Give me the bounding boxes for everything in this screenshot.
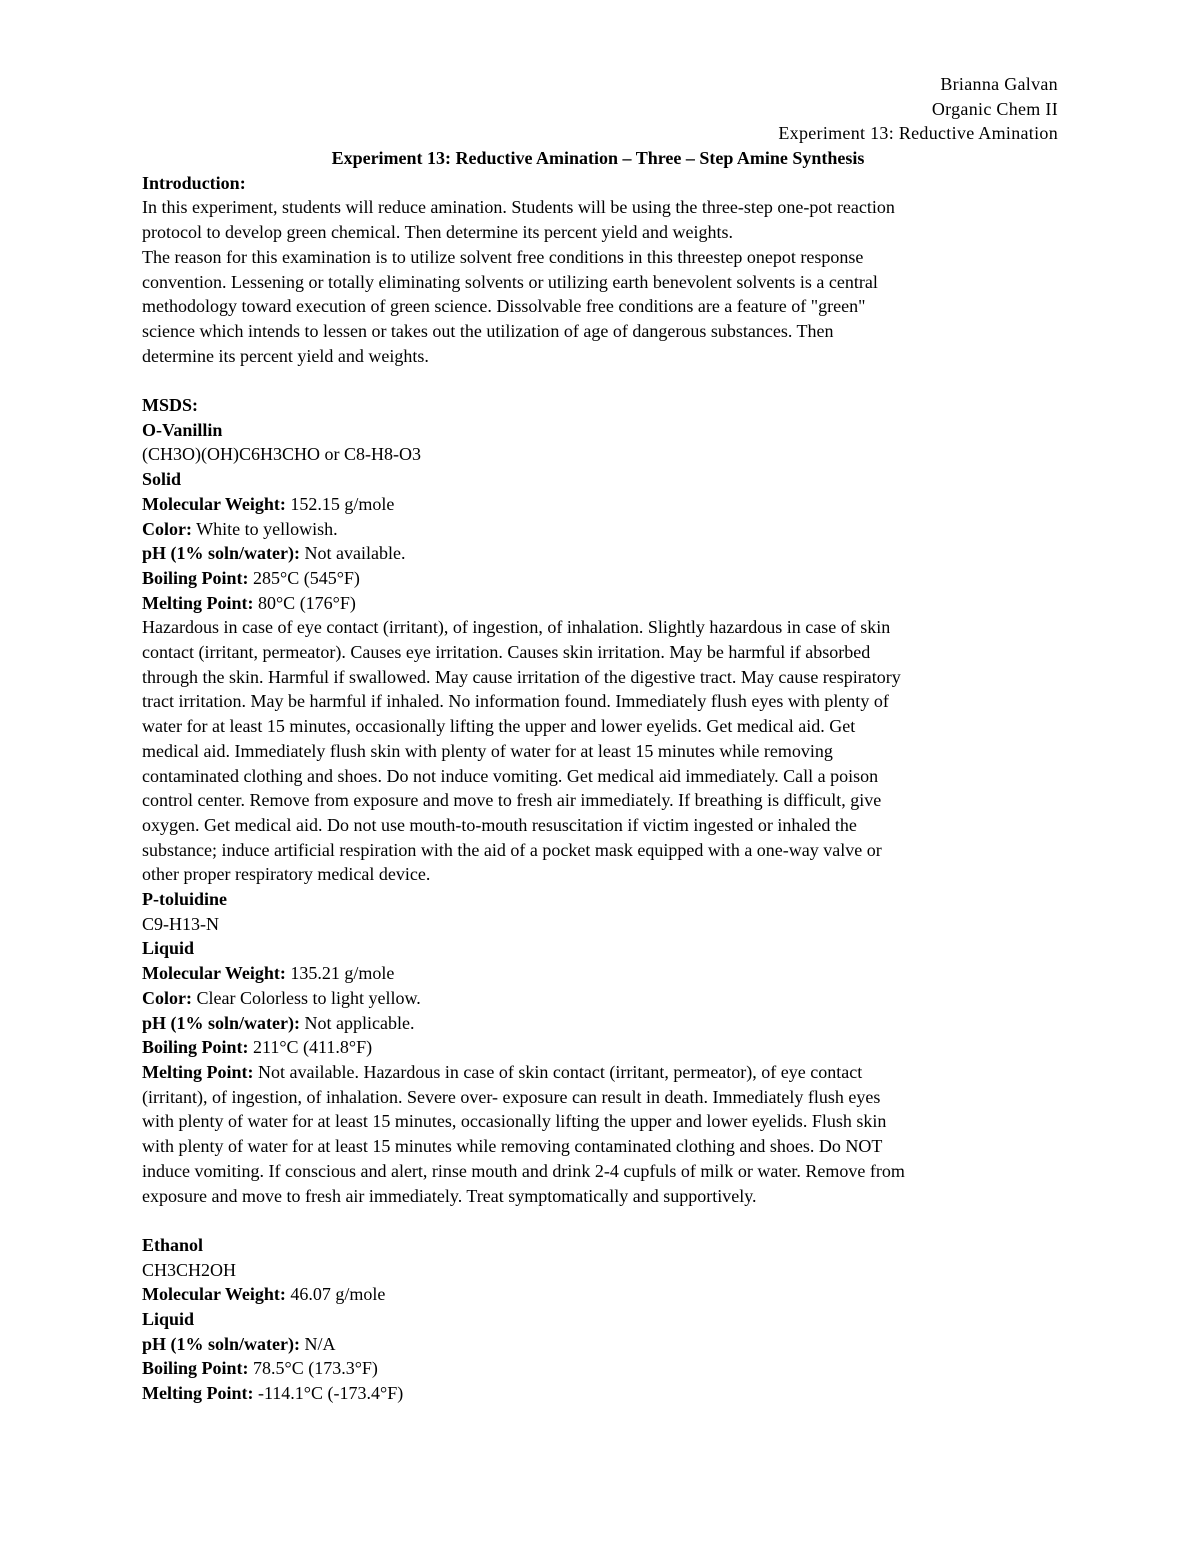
property-label: Molecular Weight: [142,493,286,514]
hazard-line: oxygen. Get medical aid. Do not use mouth-to-mouth resuscitation if victim ingested or inhaled the [142,814,857,835]
hazard-line: control center. Remove from exposure and move to fresh air immediately. If breathing is difficult, give [142,790,882,811]
property-value: Not applicable. [304,1012,415,1033]
ph-property [142,1011,1062,1036]
hazard-text [142,615,1062,887]
color-property [142,986,1062,1011]
property-value: N/A [304,1333,336,1354]
hazard-line: substance; induce artificial respiration with the aid of a pocket mask equipped with a one-way valve or [142,839,882,860]
property-value: 135.21 g/mole [290,963,395,984]
property-value: Not available. Hazardous in case of skin contact (irritant, permeator), of eye contact [257,1062,863,1082]
property-label: Melting Point: [142,1062,254,1082]
hazard-line: induce vomiting. If conscious and alert, rinse mouth and drink 2-4 cupfuls of milk or water. Remove from [142,1160,905,1181]
hazard-line: (irritant), of ingestion, of inhalation. Severe over- exposure can result in death. Immediately flush eyes [142,1086,881,1107]
chemical-formula: CH3CH2OH [142,1259,237,1280]
chemical-formula: (CH3O)(OH)C6H3CHO or C8-H8-O3 [142,444,421,465]
introduction-heading: Introduction: [142,172,246,193]
intro-line: determine its percent yield and weights. [142,345,429,366]
property-value: Clear Colorless to light yellow. [196,987,421,1008]
chemical-state: Liquid [142,1309,195,1330]
chemical-name: P-toluidine [142,889,228,910]
intro-line: The reason for this examination is to utilize solvent free conditions in this threestep onepot response [142,246,864,267]
boiling-point [142,566,1062,591]
property-value: 80°C (176°F) [257,592,356,613]
molecular-weight [142,492,1062,517]
molecular-weight [142,1282,1062,1307]
property-label: pH (1% soln/water): [142,543,300,564]
property-value: 285°C (545°F) [253,567,360,588]
spacer [142,1208,1062,1233]
hazard-line: Hazardous in case of eye contact (irritant), of ingestion, of inhalation. Slightly hazardous in case of skin [142,617,891,638]
property-label: Color: [142,987,192,1008]
molecular-weight [142,961,1062,986]
property-value: 152.15 g/mole [290,493,395,514]
property-label: Molecular Weight: [142,1284,286,1305]
experiment-name: Experiment 13: Reductive Amination [778,123,1058,144]
hazard-text [142,1085,1062,1209]
intro-line: methodology toward execution of green science. Dissolvable free conditions are a feature of "green" [142,296,866,317]
hazard-line: contact (irritant, permeator). Causes eye irritation. Causes skin irritation. May be harmful if absorbed [142,642,871,663]
property-label: pH (1% soln/water): [142,1333,300,1354]
course-name: Organic Chem II [931,98,1058,119]
intro-line: In this experiment, students will reduce amination. Students will be using the three-step one-pot reaction [142,197,895,218]
introduction-text [142,195,1062,368]
hazard-line: through the skin. Harmful if swallowed. May cause irritation of the digestive tract. May cause respiratory [142,666,901,687]
document-body [142,146,1062,1406]
property-value: 211°C (411.8°F) [253,1037,373,1058]
property-value: White to yellowish. [196,518,338,539]
chemical-formula: C9-H13-N [142,913,219,934]
boiling-point [142,1356,1062,1381]
intro-line: convention. Lessening or totally eliminating solvents or utilizing earth benevolent solvents is a central [142,271,878,292]
ph-property [142,1332,1062,1357]
hazard-line: water for at least 15 minutes, occasionally lifting the upper and lower eyelids. Get medical aid. Get [142,716,856,737]
hazard-line: with plenty of water for at least 15 minutes while removing contaminated clothing and shoes. Do NOT [142,1136,883,1157]
melting-point [142,1060,1062,1085]
intro-line: protocol to develop green chemical. Then determine its percent yield and weights. [142,222,733,243]
melting-point [142,1381,1062,1406]
hazard-line: other proper respiratory medical device. [142,864,431,885]
intro-line: science which intends to lessen or takes out the utilization of age of dangerous substances. Then [142,320,834,341]
toluidine-section [142,887,1062,1208]
ph-property [142,541,1062,566]
chemical-state: Liquid [142,938,195,959]
ethanol-section [142,1233,1062,1406]
hazard-line: medical aid. Immediately flush skin with plenty of water for at least 15 minutes while removing [142,740,833,761]
hazard-line: exposure and move to fresh air immediately. Treat symptomatically and supportively. [142,1185,757,1206]
property-label: pH (1% soln/water): [142,1012,300,1033]
property-label: Melting Point: [142,1383,254,1404]
property-label: Boiling Point: [142,1037,249,1058]
hazard-line: with plenty of water for at least 15 minutes, occasionally lifting the upper and lower eyelids. Flush skin [142,1111,887,1132]
property-value: 78.5°C (173.3°F) [253,1358,378,1379]
chemical-name: Ethanol [142,1234,204,1255]
document-header [778,72,1058,146]
property-value: Not available. [304,543,406,564]
property-label: Molecular Weight: [142,963,286,984]
hazard-line: tract irritation. May be harmful if inhaled. No information found. Immediately flush eyes with plenty of [142,691,889,712]
property-label: Color: [142,518,192,539]
property-label: Boiling Point: [142,567,249,588]
chemical-state: Solid [142,469,182,490]
property-value: -114.1°C (-173.4°F) [257,1383,404,1404]
document-title: Experiment 13: Reductive Amination – Three – Step Amine Synthesis [331,148,865,168]
spacer [142,368,1062,393]
msds-heading: MSDS: [142,395,199,416]
color-property [142,517,1062,542]
chemical-name: O-Vanillin [142,419,223,440]
melting-point [142,591,1062,616]
property-value: 46.07 g/mole [290,1284,386,1305]
property-label: Boiling Point: [142,1358,249,1379]
author-name: Brianna Galvan [940,74,1058,94]
boiling-point [142,1035,1062,1060]
hazard-line: contaminated clothing and shoes. Do not induce vomiting. Get medical aid immediately. Call a poison [142,765,879,786]
vanillin-section [142,418,1062,887]
property-label: Melting Point: [142,592,254,613]
